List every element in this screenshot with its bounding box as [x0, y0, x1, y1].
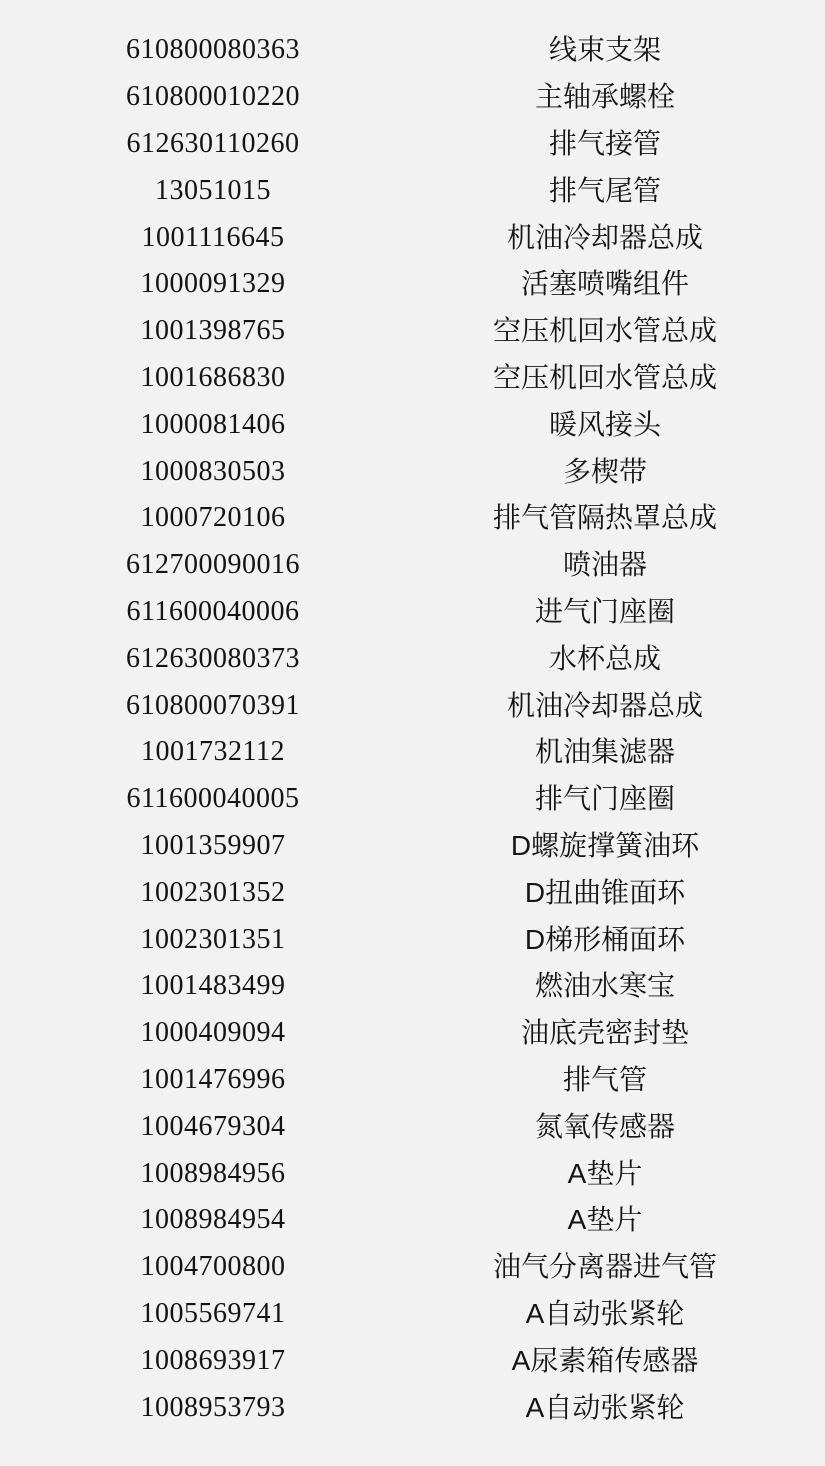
- part-number-cell: 1008984956: [140, 1157, 286, 1189]
- table-row: [0, 682, 825, 729]
- table-row: [0, 1197, 825, 1244]
- table-row: [0, 1010, 825, 1057]
- table-row: [0, 776, 825, 823]
- part-name-cell: 暖风接头: [548, 408, 661, 440]
- part-number-cell: 1008693917: [140, 1344, 286, 1376]
- part-number-cell: 1004679304: [140, 1110, 286, 1142]
- part-name-cell: 机油集滤器: [534, 736, 675, 768]
- table-row: [0, 27, 825, 74]
- table-row: [0, 1337, 825, 1384]
- part-name-cell: 油气分离器进气管: [492, 1251, 717, 1283]
- part-name-cell: 水杯总成: [548, 642, 661, 674]
- part-number-cell: 611600040006: [126, 595, 300, 627]
- table-row: [0, 261, 825, 308]
- table-row: [0, 869, 825, 916]
- part-name-cell: 主轴承螺栓: [534, 81, 675, 113]
- part-name-cell: A垫片: [567, 1204, 643, 1236]
- part-name-cell: 油底壳密封垫: [520, 1017, 689, 1049]
- part-number-cell: 1008953793: [140, 1391, 286, 1423]
- table-row: [0, 214, 825, 261]
- part-number-cell: 13051015: [155, 174, 271, 206]
- part-number-cell: 612630110260: [126, 127, 300, 159]
- part-name-cell: 排气管隔热罩总成: [492, 502, 717, 534]
- part-number-cell: 1001116645: [141, 221, 285, 253]
- table-row: [0, 1057, 825, 1104]
- part-name-cell: A垫片: [567, 1157, 643, 1189]
- part-number-cell: 610800070391: [126, 689, 300, 721]
- table-row: [0, 355, 825, 402]
- table-row: [0, 635, 825, 682]
- table-row: [0, 308, 825, 355]
- table-row: [0, 542, 825, 589]
- part-name-cell: D扭曲锥面环: [524, 876, 686, 908]
- table-row: [0, 401, 825, 448]
- part-number-cell: 1000409094: [140, 1017, 286, 1049]
- part-number-cell: 1002301352: [140, 876, 286, 908]
- part-name-cell: 进气门座圈: [534, 595, 675, 627]
- table-row: [0, 1244, 825, 1291]
- part-number-cell: 1001476996: [140, 1063, 286, 1095]
- part-name-cell: 排气尾管: [548, 174, 661, 206]
- table-row: [0, 1103, 825, 1150]
- part-name-cell: 氮氧传感器: [534, 1110, 675, 1142]
- part-number-cell: 1005569741: [140, 1297, 286, 1329]
- part-name-cell: A尿素箱传感器: [511, 1344, 699, 1376]
- table-row: [0, 1384, 825, 1431]
- table-row: [0, 121, 825, 168]
- part-name-cell: D梯形桶面环: [524, 923, 686, 955]
- table-row: [0, 495, 825, 542]
- part-name-cell: 多楔带: [562, 455, 647, 487]
- part-number-cell: 1000830503: [140, 455, 286, 487]
- part-number-cell: 1000720106: [140, 502, 286, 534]
- table-row: [0, 963, 825, 1010]
- part-number-cell: 1002301351: [140, 923, 286, 955]
- part-name-cell: 空压机回水管总成: [492, 315, 717, 347]
- part-number-cell: 611600040005: [126, 783, 300, 815]
- table-row: [0, 448, 825, 495]
- table-row: [0, 916, 825, 963]
- part-name-cell: 线束支架: [548, 34, 661, 66]
- table-row: [0, 1150, 825, 1197]
- part-name-cell: 排气接管: [548, 127, 661, 159]
- table-row: [0, 729, 825, 776]
- part-name-cell: 空压机回水管总成: [492, 361, 717, 393]
- table-row: [0, 74, 825, 121]
- part-number-cell: 610800080363: [126, 34, 300, 66]
- part-number-cell: 1001398765: [140, 315, 286, 347]
- table-row: [0, 589, 825, 636]
- part-number-cell: 1000081406: [140, 408, 286, 440]
- part-name-cell: D螺旋撑簧油环: [510, 829, 700, 861]
- part-number-cell: 1008984954: [140, 1204, 286, 1236]
- part-name-cell: 排气管: [562, 1063, 647, 1095]
- part-number-cell: 1000091329: [140, 268, 286, 300]
- part-name-cell: 机油冷却器总成: [506, 689, 703, 721]
- table-row: [0, 1291, 825, 1338]
- part-name-cell: 燃油水寒宝: [534, 970, 675, 1002]
- part-name-cell: A自动张紧轮: [525, 1391, 685, 1423]
- part-number-cell: 612630080373: [126, 642, 300, 674]
- part-number-cell: 1001359907: [140, 829, 286, 861]
- part-name-cell: 活塞喷嘴组件: [520, 268, 689, 300]
- part-name-cell: 喷油器: [562, 549, 647, 581]
- part-number-cell: 1001732112: [141, 736, 285, 768]
- part-number-cell: 612700090016: [126, 549, 300, 581]
- table-row: [0, 167, 825, 214]
- part-number-cell: 1004700800: [140, 1251, 286, 1283]
- part-number-cell: 1001686830: [140, 361, 286, 393]
- table-row: [0, 823, 825, 870]
- part-name-cell: A自动张紧轮: [525, 1297, 685, 1329]
- part-name-cell: 机油冷却器总成: [506, 221, 703, 253]
- part-name-cell: 排气门座圈: [534, 783, 675, 815]
- part-number-cell: 610800010220: [126, 81, 300, 113]
- part-number-cell: 1001483499: [140, 970, 286, 1002]
